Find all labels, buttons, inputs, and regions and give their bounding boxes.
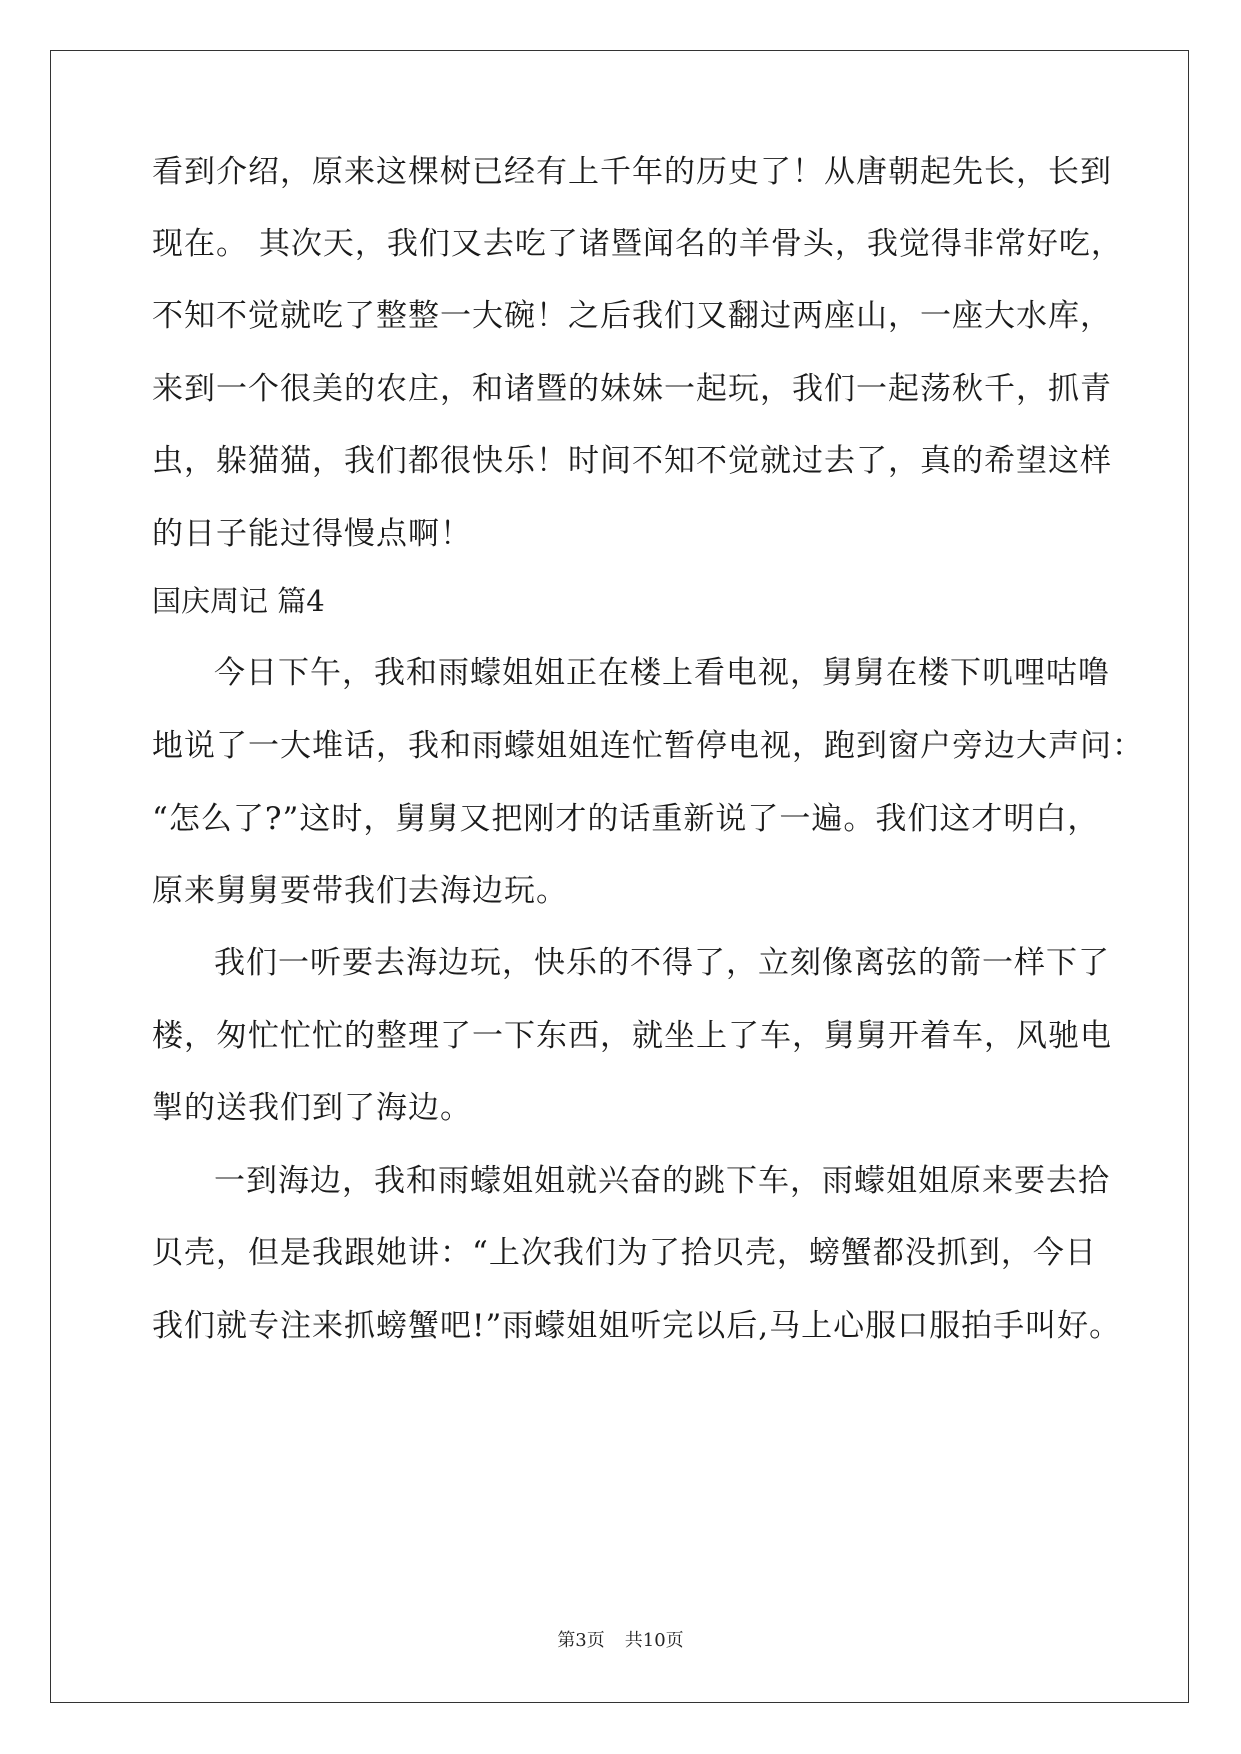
- text-line: 现在。 其次天，我们又去吃了诸暨闻名的羊骨头，我觉得非常好吃，: [152, 226, 1123, 262]
- text-line: 我们一听要去海边玩，快乐的不得了，立刻像离弦的箭一样下了: [214, 945, 1110, 981]
- page-number: 第3页: [557, 1630, 605, 1651]
- text-line: 来到一个很美的农庄，和诸暨的妹妹一起玩，我们一起荡秋千，抓青: [152, 371, 1112, 407]
- section-title: 国庆周记 篇4: [152, 584, 325, 618]
- text-line: “怎么了?”这时，舅舅又把刚才的话重新说了一遍。我们这才明白，: [152, 801, 1100, 837]
- text-line: 不知不觉就吃了整整一大碗！之后我们又翻过两座山，一座大水库，: [152, 298, 1112, 334]
- text-line: 贝壳，但是我跟她讲：“上次我们为了拾贝壳，螃蟹都没抓到，今日: [152, 1235, 1097, 1271]
- text-line: 我们就专注来抓螃蟹吧!”雨蠓姐姐听完以后,马上心服口服拍手叫好。: [152, 1308, 1122, 1344]
- text-line: 楼，匆忙忙忙的整理了一下东西，就坐上了车，舅舅开着车，风驰电: [152, 1018, 1112, 1054]
- text-line: 的日子能过得慢点啊！: [152, 516, 472, 552]
- text-line: 掣的送我们到了海边。: [152, 1090, 472, 1126]
- text-line: 一到海边，我和雨蠓姐姐就兴奋的跳下车，雨蠓姐姐原来要去拾: [214, 1163, 1110, 1199]
- text-line: 原来舅舅要带我们去海边玩。: [152, 873, 568, 909]
- page-total: 共10页: [624, 1630, 684, 1651]
- text-line: 地说了一大堆话，我和雨蠓姐姐连忙暂停电视，跑到窗户旁边大声问：: [152, 728, 1144, 764]
- text-line: 看到介绍，原来这棵树已经有上千年的历史了！从唐朝起先长，长到: [152, 154, 1112, 190]
- text-line: 今日下午，我和雨蠓姐姐正在楼上看电视，舅舅在楼下叽哩咕噜: [214, 655, 1110, 691]
- page-footer: [0, 1629, 1241, 1653]
- text-line: 虫，躲猫猫，我们都很快乐！时间不知不觉就过去了，真的希望这样: [152, 443, 1112, 479]
